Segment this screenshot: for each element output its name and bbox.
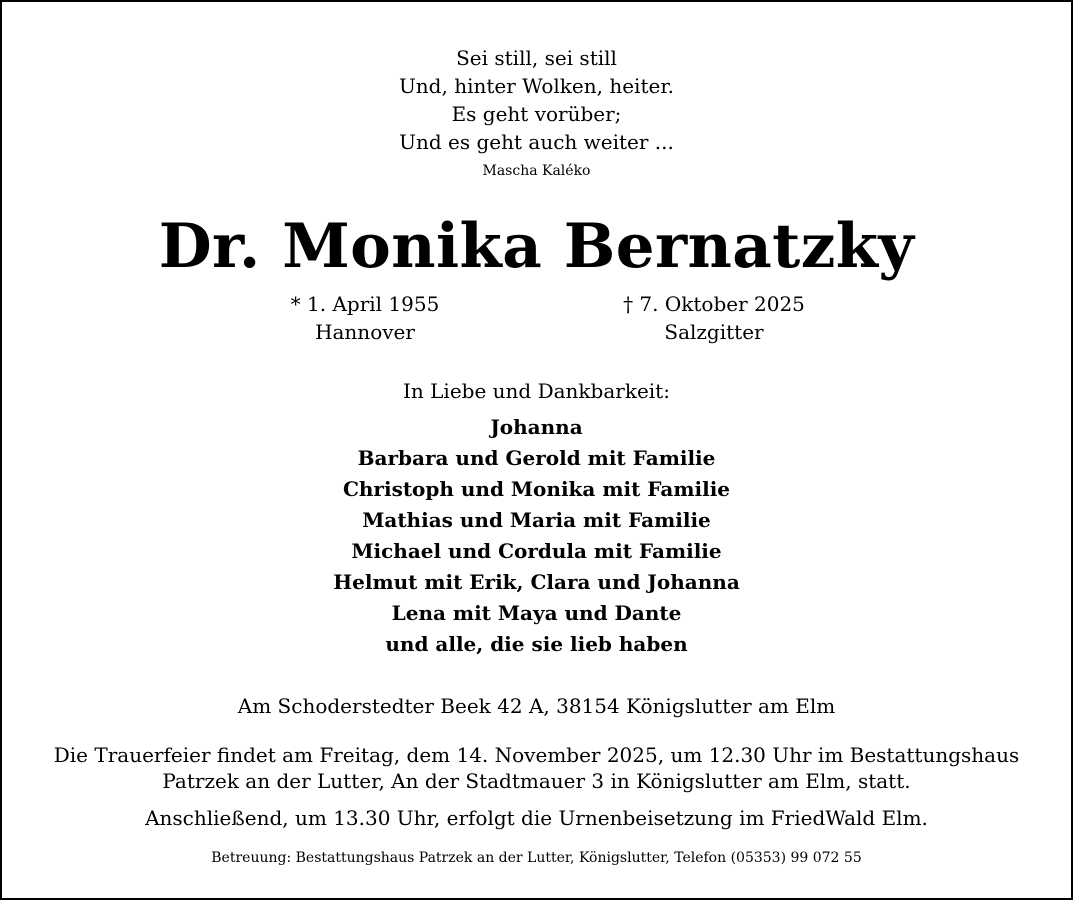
mourners-address: Am Schoderstedter Beek 42 A, 38154 Königslutter am Elm <box>237 694 836 718</box>
death-place: Salzgitter <box>664 320 764 344</box>
mourner-line: Helmut mit Erik, Clara und Johanna <box>333 570 740 594</box>
mourner-line: und alle, die sie lieb haben <box>385 632 688 656</box>
birth-date: * 1. April 1955 <box>290 292 440 316</box>
poem-line: Es geht vorüber; <box>451 102 622 126</box>
poem-line: Sei still, sei still <box>456 46 617 70</box>
death-date: † 7. Oktober 2025 <box>623 292 805 316</box>
poem-line: Und es geht auch weiter ... <box>399 130 674 154</box>
mourner-line: Barbara und Gerold mit Familie <box>357 446 716 470</box>
mourner-line: Johanna <box>490 415 583 439</box>
funeral-line: Patrzek an der Lutter, An der Stadtmauer 3 in Königslutter am Elm, statt. <box>162 769 911 793</box>
mourner-line: Lena mit Maya und Dante <box>391 601 682 625</box>
funeral-home-footer: Betreuung: Bestattungshaus Patrzek an der Lutter, Königslutter, Telefon (05353) 99 072 55 <box>211 850 862 866</box>
poem-author: Mascha Kaléko <box>482 163 591 179</box>
mourners-intro: In Liebe und Dankbarkeit: <box>403 379 670 403</box>
burial-line: Anschließend, um 13.30 Uhr, erfolgt die Urnenbeisetzung im FriedWald Elm. <box>145 806 928 830</box>
mourner-line: Christoph und Monika mit Familie <box>342 477 731 501</box>
poem-line: Und, hinter Wolken, heiter. <box>398 74 675 98</box>
deceased-name: Dr. Monika Bernatzky <box>158 211 915 282</box>
funeral-line: Die Trauerfeier findet am Freitag, dem 14. November 2025, um 12.30 Uhr im Bestattungshaus <box>53 743 1020 767</box>
mourner-line: Michael und Cordula mit Familie <box>351 539 722 563</box>
mourner-line: Mathias und Maria mit Familie <box>362 508 711 532</box>
birth-place: Hannover <box>315 320 415 344</box>
